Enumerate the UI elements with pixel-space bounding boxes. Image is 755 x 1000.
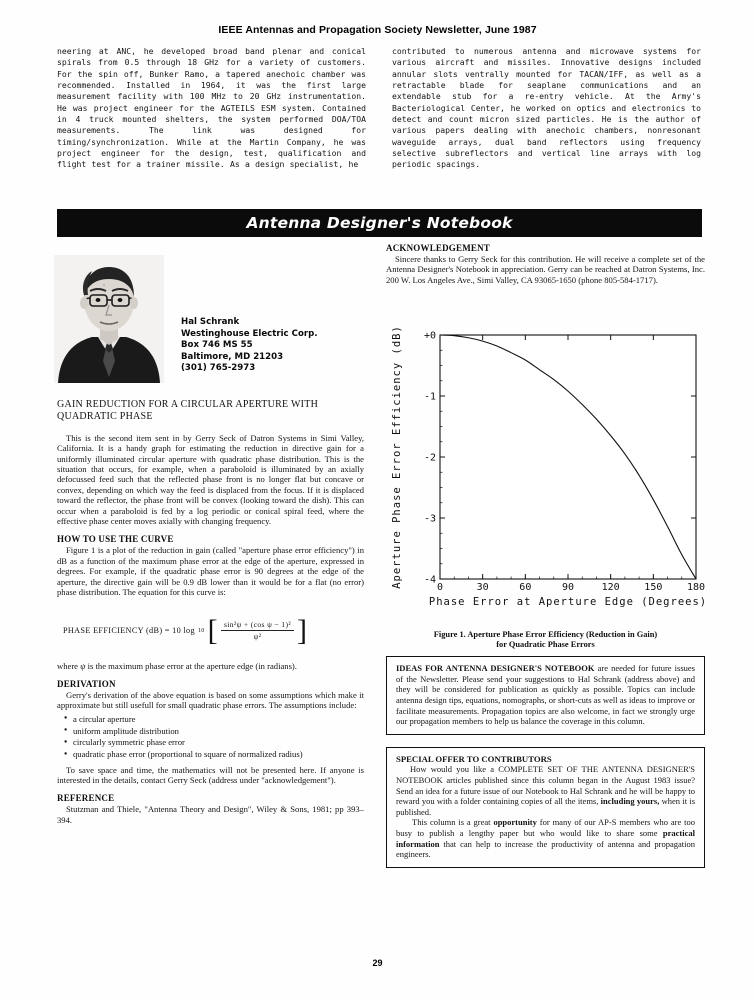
reference-text: Stutzman and Thiele, "Antenna Theory and Design", Wiley & Sons, 1981; pp 393–394. — [57, 804, 364, 825]
author-city: Baltimore, MD 21203 — [181, 351, 284, 362]
assumption-quadratic: quadratic phase error (proportional to square of normalized radius) — [73, 749, 303, 760]
acknowledgement-text: Sincere thanks to Gerry Seck for this contribution. He will receive a complete set of the Antenna Designer's Notebook in appreciation. Gerry can be reached at Datron Systems, Inc. 200 W. Los Angeles Ave., Simi Valley, CA 93065-1650 (phone 805-584-1717). — [386, 254, 705, 285]
article-title-line2: QUADRATIC PHASE — [57, 411, 153, 423]
x-tick-label: 0 — [436, 582, 444, 593]
reference-heading: REFERENCE — [57, 793, 115, 804]
y-axis-label: Aperture Phase Error Efficiency (dB) — [391, 325, 403, 589]
equation-note-post: is the maximum phase error at the aperture edge (in radians). — [85, 660, 297, 671]
list-item — [73, 749, 364, 760]
special-offer-para1-a: How would you like a COMPLETE SET OF THE ANTENNA DESIGNER'S NOTEBOOK articles published since this column began in the August 1983 issue? Send an idea for a future issue of our Notebook to Hal Schrank and he will be happy to reward you with a folder containing copies of all the items, — [396, 764, 695, 807]
x-tick-label: 120 — [601, 582, 620, 593]
special-offer-box — [386, 747, 705, 868]
equation-note-symbol: ψ — [80, 660, 86, 671]
running-head: IEEE Antennas and Propagation Society Newsletter, June 1987 — [218, 24, 537, 36]
how-to-text: Figure 1 is a plot of the reduction in gain (called "aperture phase error efficiency") in dB as a function of the maximum phase error at the edge of the aperture, expressed in degrees. For example, if the quadratic phase error is 90 degrees at the edge of the aperture, the directive gain will be 0.9 dB lower than it would be for a flat (no error) phase distribution. The equation for this curve is: — [57, 545, 364, 598]
acknowledgement-wrap — [386, 254, 705, 285]
figure-caption-line1: Figure 1. Aperture Phase Error Efficiency (Reduction in Gain) — [433, 630, 658, 639]
x-axis-label: Phase Error at Aperture Edge (Degrees) — [428, 596, 705, 608]
derivation-wrap — [57, 690, 364, 711]
y-tick-label: -3 — [423, 513, 436, 525]
special-offer-para1-b: when it is published. — [396, 796, 696, 817]
aperture-efficiency-chart — [386, 323, 705, 623]
author-company: Westinghouse Electric Corp. — [181, 328, 318, 339]
article-title — [57, 399, 364, 424]
equation-log-base: 10 — [197, 627, 205, 634]
special-offer-para2-a: This column is a great — [412, 817, 494, 828]
closing-text: To save space and time, the mathematics will not be presented here. If anyone is interested in the details, contact Gerry Seck (address under "acknowledgement"). — [57, 764, 364, 786]
special-offer-para2-c: that can help to increase the productivity of antenna and propagation engineers. — [396, 838, 695, 860]
figure-caption — [386, 630, 705, 650]
author-photo — [54, 255, 164, 383]
figure-caption-line2: for Quadratic Phase Errors — [496, 640, 595, 649]
page-number: 29 — [372, 958, 383, 968]
author-details — [181, 317, 366, 375]
x-tick-label: 30 — [476, 582, 489, 593]
bracket-open-icon: [ — [207, 613, 218, 647]
portrait-illustration — [54, 255, 164, 383]
special-offer-para2-b: for many of our AP-S members who are too busy to publish a lengthy paper but who would like to share some — [396, 817, 695, 838]
x-tick-label: 180 — [686, 582, 705, 593]
equation-numerator: sin²ψ + (cos ψ − 1)² — [221, 620, 294, 631]
y-tick-label: -4 — [423, 574, 436, 586]
top-continuation-right: contributed to numerous antenna and microwave systems for various aircraft and missiles. Innovative designs included annular slots ventrally mounted for TACAN/IFF, as well as a retractable blade for seaplane communications and an extendable stub for a re-entry vehicle. At the Army's Bacteriological Center, he worked on optics and electronics to detect and count micron sized particles. He is the author of various papers dealing with anechoic chambers, nonresonant waveguide arrays, dual band reflectors using frequency selective subreflectors and vertical line arrays with log periodic spacings. — [392, 46, 701, 170]
special-offer-para1-bold: including yours, — [600, 796, 660, 807]
article-intro: This is the second item sent in by Gerry Seck of Datron Systems in Simi Valley, California. It is a handy graph for estimating the reduction in directive gain for a uniformly illuminated circular aperture with quadratic phase distribution. This is the situation that occurs, for example, when a paraboloid is illuminated by an axially defocussed feed such that the reflected phase front is no longer flat but concave or convex, depending on which way the feed is displaced from the focus. If it is displaced toward the reflector, the phase front will be convex (looking toward the dish). This can occur when a paraboloid is fed by a log periodic or conical spiral feed, where the effective phase center moves axially with changing frequency. — [57, 432, 364, 527]
equation-note-pre: where — [57, 660, 81, 671]
article-body — [57, 399, 364, 825]
top-continuation-columns — [57, 46, 702, 171]
special-offer-para2-bold1: opportunity — [493, 817, 537, 828]
article-title-line1: GAIN REDUCTION FOR A CIRCULAR APERTURE WITH — [57, 399, 319, 410]
special-offer-para2 — [396, 817, 695, 859]
x-tick-label: 150 — [644, 582, 663, 593]
how-to-heading: HOW TO USE THE CURVE — [57, 534, 174, 545]
y-tick-label: -2 — [423, 452, 436, 464]
figure-1 — [386, 323, 705, 650]
phase-efficiency-equation — [57, 607, 364, 653]
author-name: Hal Schrank — [181, 317, 240, 327]
list-item: ● circularly symmetric phase error — [73, 737, 364, 748]
top-continuation-left: neering at ANC, he developed broad band plenar and conical spirals from 0.5 through 18 GHz for a variety of customers. For the spin off, Bunker Ramo, a tapered anechoic chamber was recommended. Installed in 1964, it was the first large measurement facility with 100 MHz to 20 GHz instrumentation. He was project engineer for the AGTEILS ESM system. Contained in 4 truck mounted shelters, the system performed DOA/TOA measurements. The link was designed for timing/synchronization. While at the Martin Company, he was project engineer for the design, test, qualification and flight test for a trainer missile. As a design specialist, he — [57, 46, 366, 170]
author-box: Box 746 MS 55 — [181, 340, 253, 351]
ideas-box-body: are needed for future issues of the Newsletter. Please send your suggestions to Hal Schrank (address above) and they will be considered for publication as quickly as possible. Topics can include antenna design tips, equations, nomographs, or short-cuts as well as ideas to improve or facilitate measurements. Propagation topics are also welcome, in fact we strongly urge our propagation members to help us balance the coverage in this column. — [396, 663, 695, 727]
ideas-box-lead: IDEAS FOR ANTENNA DESIGNER'S NOTEBOOK — [396, 663, 595, 674]
special-offer-para2-bold2: practical information — [396, 827, 695, 849]
how-to-wrap — [57, 545, 364, 597]
acknowledgement-heading: ACKNOWLEDGEMENT — [386, 243, 491, 253]
list-item: ● uniform amplitude distribution — [73, 726, 364, 737]
y-tick-label: -1 — [423, 391, 436, 403]
closing-wrap — [57, 765, 364, 786]
special-offer-heading: SPECIAL OFFER TO CONTRIBUTORS — [396, 753, 552, 764]
bracket-close-icon: ] — [296, 613, 308, 647]
ideas-box — [386, 656, 705, 735]
special-offer-para1 — [396, 764, 695, 817]
y-tick-label: +0 — [423, 330, 436, 342]
equation-line — [63, 613, 308, 647]
assumptions-list — [57, 714, 364, 760]
derivation-text: Gerry's derivation of the above equation is based on some assumptions which make it approximate but still usefull for small quadratic phase errors. The assumptions include: — [57, 689, 364, 711]
equation-denominator: ψ² — [253, 632, 262, 641]
ideas-box-text — [396, 663, 695, 727]
equation-lhs: PHASE EFFICIENCY (dB) = 10 log — [63, 626, 195, 635]
equation-note-wrap — [57, 661, 364, 671]
reference-wrap — [57, 804, 364, 825]
author-block — [57, 255, 364, 395]
author-phone: (301) 765-2973 — [181, 363, 256, 374]
equation-fraction — [221, 620, 294, 641]
column-banner-title: Antenna Designer's Notebook — [246, 214, 513, 232]
equation-note — [57, 661, 364, 671]
column-banner — [57, 209, 702, 237]
derivation-heading: DERIVATION — [57, 678, 116, 689]
article-intro-wrap — [57, 433, 364, 527]
list-item: ● a circular aperture — [73, 714, 364, 725]
x-tick-label: 60 — [519, 582, 532, 593]
x-tick-label: 90 — [561, 582, 575, 593]
